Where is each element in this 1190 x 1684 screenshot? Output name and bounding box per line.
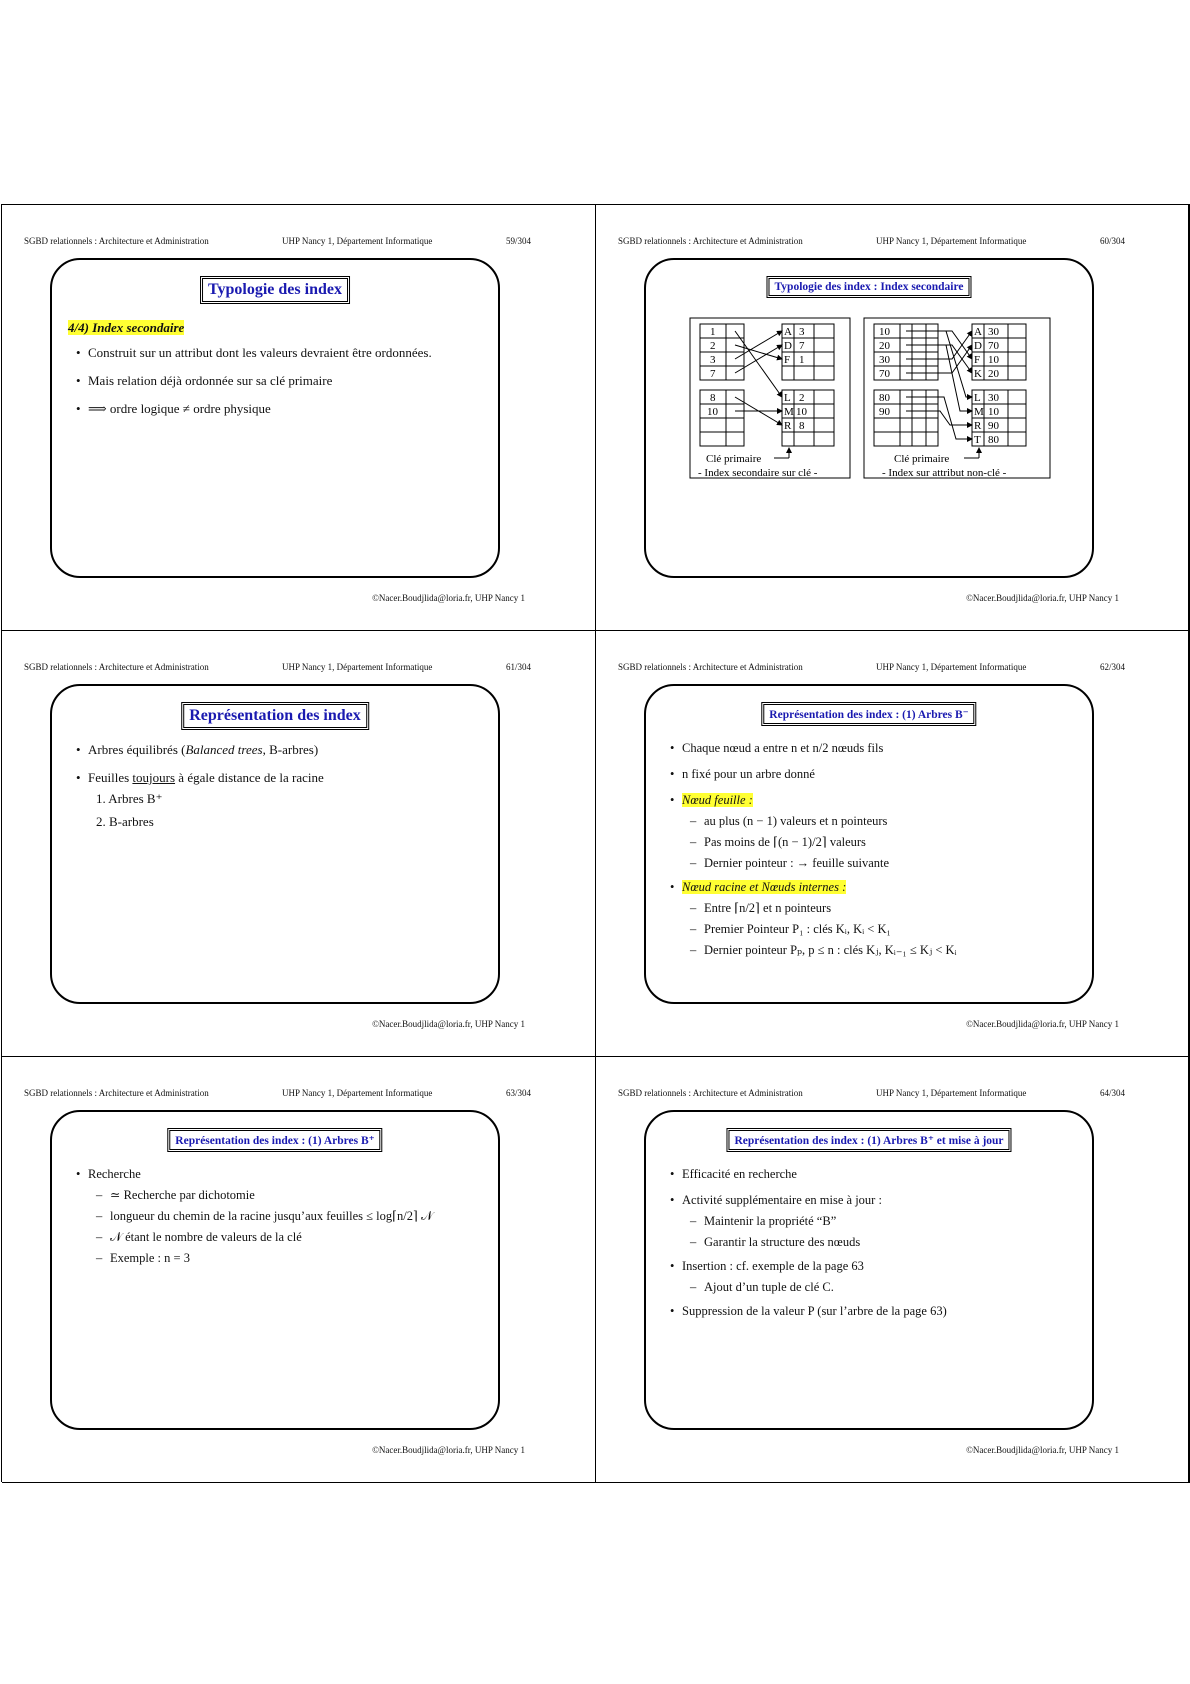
slide-header-institution: UHP Nancy 1, Département Informatique [876, 1088, 1027, 1098]
data-cell: 20 [988, 368, 999, 380]
data-cell: 90 [988, 420, 999, 432]
index-key: 8 [710, 392, 716, 404]
slide-header-institution: UHP Nancy 1, Département Informatique [876, 662, 1027, 672]
section-heading: 4/4) Index secondaire [68, 320, 185, 335]
index-key: 10 [707, 406, 718, 418]
slide-header-course: SGBD relationnels : Architecture et Administration [24, 662, 209, 672]
slide-footer: ©Nacer.Boudjlida@loria.fr, UHP Nancy 1 [966, 593, 1119, 603]
slide-footer: ©Nacer.Boudjlida@loria.fr, UHP Nancy 1 [966, 1019, 1119, 1029]
slide-64 [596, 1057, 1190, 1483]
bullet-item: • Suppression de la valeur P (sur l’arbre de la page 63) [662, 1303, 1082, 1320]
slide-footer: ©Nacer.Boudjlida@loria.fr, UHP Nancy 1 [372, 1445, 525, 1455]
sub-item: – longueur du chemin de la racine jusqu’aux feuilles ≤ log⌈n/2⌉ 𝒩 [68, 1208, 488, 1225]
slide-page-number: 62/304 [1099, 662, 1125, 672]
sub-item: – Pas moins de ⌈(n − 1)/2⌉ valeurs [662, 834, 1082, 851]
slide-page-number: 61/304 [505, 662, 531, 672]
slide-63 [2, 1057, 596, 1483]
right-index-bottom [874, 390, 938, 446]
sub-item: – Garantir la structure des nœuds [662, 1234, 1082, 1251]
bullet-item: • n fixé pour un arbre donné [662, 766, 1082, 783]
data-cell: 10 [796, 406, 807, 418]
bullet-item: • Insertion : cf. exemple de la page 63 [662, 1258, 1082, 1275]
bullet-item: • Efficacité en recherche [662, 1166, 1082, 1183]
right-index-top [874, 324, 938, 380]
slide-59 [2, 205, 596, 631]
numbered-item: 2. B-arbres [96, 814, 154, 829]
data-cell: R [784, 420, 792, 432]
data-cell: D [784, 340, 792, 352]
data-cell: 1 [799, 354, 805, 366]
data-cell: 80 [988, 434, 999, 446]
slide-title: Typologie des index : Index secondaire [766, 276, 971, 298]
data-cell: F [784, 354, 791, 366]
bullet-item: • ⟹ ordre logique ≠ ordre physique [68, 399, 488, 418]
index-key: 2 [710, 340, 716, 352]
index-key: 1 [710, 326, 716, 338]
data-cell: 3 [799, 326, 805, 338]
bullet-item: • Nœud racine et Nœuds internes : [662, 879, 1082, 896]
sub-item: – 𝒩 étant le nombre de valeurs de la clé [68, 1229, 488, 1246]
index-key: 20 [879, 340, 890, 352]
bullet-item: • Activité supplémentaire en mise à jour : [662, 1192, 1082, 1209]
slide-page-number: 63/304 [505, 1088, 531, 1098]
secondary-index-diagram [646, 308, 1092, 538]
slide-frame [50, 258, 500, 578]
data-cell: T [974, 434, 981, 446]
index-key: 80 [879, 392, 890, 404]
slide-page-number: 64/304 [1099, 1088, 1125, 1098]
sub-item: – Dernier pointeur Pₚ, p ≤ n : clés Kⱼ, Kᵢ₋₁ ≤ Kⱼ < Kᵢ [662, 942, 1082, 959]
data-cell: A [784, 326, 792, 338]
slide-title: Représentation des index : (1) Arbres B⁻ [761, 702, 976, 726]
index-key: 10 [879, 326, 890, 338]
data-cell: 10 [988, 406, 999, 418]
slide-header-course: SGBD relationnels : Architecture et Administration [618, 236, 803, 246]
slide-frame [644, 684, 1094, 1004]
sub-item: – Premier Pointeur P₁ : clés Kᵢ, Kᵢ < K₁ [662, 921, 1082, 938]
slide-header-course: SGBD relationnels : Architecture et Administration [24, 236, 209, 246]
sub-item: – ≃ Recherche par dichotomie [68, 1187, 488, 1204]
data-cell: R [974, 420, 982, 432]
primary-key-label: Clé primaire [706, 453, 762, 465]
data-cell: F [974, 354, 981, 366]
numbered-item: 1. Arbres B⁺ [96, 791, 163, 806]
right-data-bottom [972, 390, 1026, 446]
data-cell: L [784, 392, 791, 404]
diagram-caption: - Index sur attribut non-clé - [882, 467, 1007, 479]
data-cell: 7 [799, 340, 805, 352]
slide-header-institution: UHP Nancy 1, Département Informatique [282, 236, 433, 246]
slide-62 [596, 631, 1190, 1057]
slide-frame [644, 258, 1094, 578]
slide-header-course: SGBD relationnels : Architecture et Administration [24, 1088, 209, 1098]
left-data-bottom [782, 390, 834, 446]
sub-item: – Exemple : n = 3 [68, 1250, 488, 1267]
slide-frame [644, 1110, 1094, 1430]
right-data-top [972, 324, 1026, 380]
primary-key-label: Clé primaire [894, 453, 950, 465]
index-key: 70 [879, 368, 890, 380]
slide-header-course: SGBD relationnels : Architecture et Administration [618, 1088, 803, 1098]
slide-title: Représentation des index : (1) Arbres B⁺ [167, 1128, 382, 1152]
left-pointer-arrows [735, 331, 782, 425]
data-cell: 10 [988, 354, 999, 366]
data-cell: D [974, 340, 982, 352]
bullet-item: • Chaque nœud a entre n et n/2 nœuds fils [662, 740, 1082, 757]
slide-footer: ©Nacer.Boudjlida@loria.fr, UHP Nancy 1 [372, 1019, 525, 1029]
slide-footer: ©Nacer.Boudjlida@loria.fr, UHP Nancy 1 [372, 593, 525, 603]
right-pointer-arrows [906, 331, 972, 439]
slide-61 [2, 631, 596, 1057]
slide-frame [50, 684, 500, 1004]
slide-page-number: 59/304 [505, 236, 531, 246]
sub-item: – Maintenir la propriété “B” [662, 1213, 1082, 1230]
index-key: 7 [710, 368, 716, 380]
slide-header-course: SGBD relationnels : Architecture et Administration [618, 662, 803, 672]
slide-frame [50, 1110, 500, 1430]
data-cell: 30 [988, 326, 999, 338]
bullet-item: • Arbres équilibrés (Balanced trees, B-arbres) [68, 740, 488, 759]
slide-title: Représentation des index : (1) Arbres B⁺ et mise à jour [726, 1128, 1011, 1152]
data-cell: M [974, 406, 984, 418]
data-cell: 2 [799, 392, 805, 404]
data-cell: A [974, 326, 982, 338]
diagram-caption: - Index secondaire sur clé - [698, 467, 818, 479]
slide-header-institution: UHP Nancy 1, Département Informatique [876, 236, 1027, 246]
sub-item: – au plus (n − 1) valeurs et n pointeurs [662, 813, 1082, 830]
index-key: 90 [879, 406, 890, 418]
bullet-item: • Feuilles toujours à égale distance de la racine [68, 768, 488, 787]
slide-footer: ©Nacer.Boudjlida@loria.fr, UHP Nancy 1 [966, 1445, 1119, 1455]
data-cell: 8 [799, 420, 805, 432]
data-cell: M [784, 406, 794, 418]
left-data-top [782, 324, 834, 380]
sub-item: – Entre ⌈n/2⌉ et n pointeurs [662, 900, 1082, 917]
slide-title: Représentation des index [181, 702, 369, 730]
data-cell: 30 [988, 392, 999, 404]
bullet-item: • Recherche [68, 1166, 488, 1183]
sub-item: – Dernier pointeur : → feuille suivante [662, 855, 1082, 872]
bullet-item: • Construit sur un attribut dont les valeurs devraient être ordonnées. [68, 343, 488, 362]
slide-header-institution: UHP Nancy 1, Département Informatique [282, 662, 433, 672]
index-key: 30 [879, 354, 890, 366]
data-cell: L [974, 392, 981, 404]
data-cell: 70 [988, 340, 999, 352]
bullet-item: • Mais relation déjà ordonnée sur sa clé primaire [68, 371, 488, 390]
sub-item: – Ajout d’un tuple de clé C. [662, 1279, 1082, 1296]
slide-page-number: 60/304 [1099, 236, 1125, 246]
data-cell: K [974, 368, 982, 380]
handout-sheet [1, 204, 1190, 1482]
slide-header-institution: UHP Nancy 1, Département Informatique [282, 1088, 433, 1098]
bullet-item: • Nœud feuille : [662, 792, 1082, 809]
slide-title: Typologie des index [200, 276, 350, 304]
slide-60 [596, 205, 1190, 631]
index-key: 3 [710, 354, 716, 366]
